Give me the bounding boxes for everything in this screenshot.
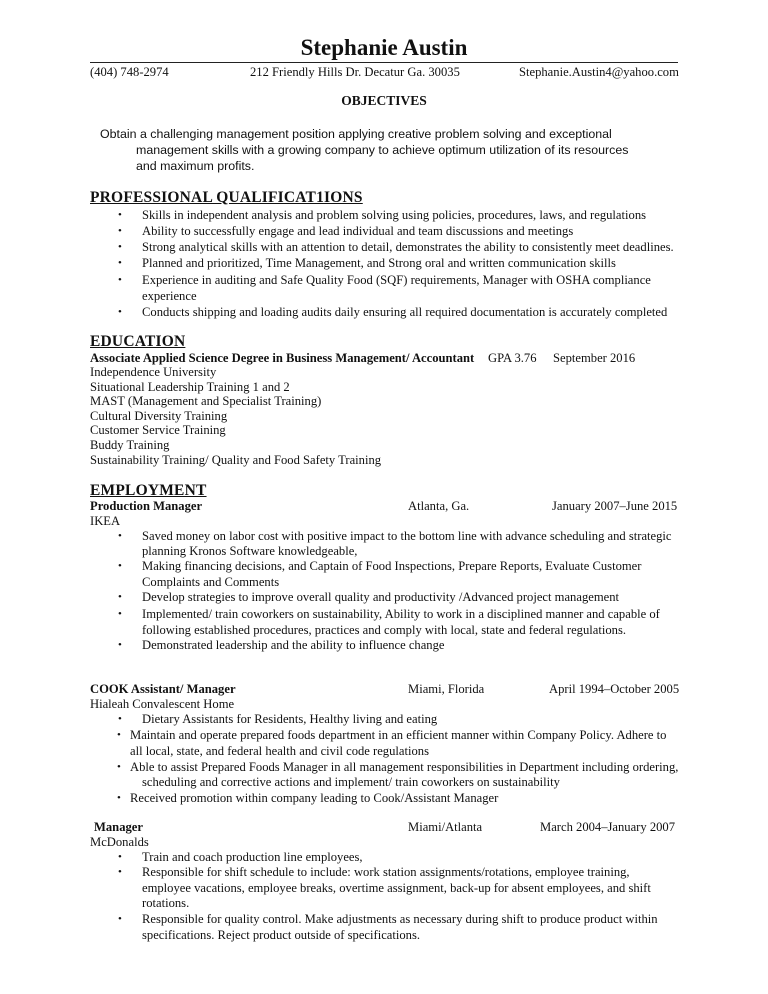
job-duty: Demonstrated leadership and the ability to influence change — [142, 638, 445, 652]
qualification-item: Conducts shipping and loading audits daily ensuring all required documentation is accurately completed — [142, 305, 668, 319]
job-title: Manager — [94, 820, 143, 834]
education-item: Buddy Training — [90, 438, 170, 452]
job-company: IKEA — [90, 514, 121, 528]
bullet-icon: • — [118, 306, 122, 318]
job-duty: Dietary Assistants for Residents, Healthy living and eating — [142, 712, 438, 726]
bullet-icon: • — [118, 591, 122, 603]
objective-line: Obtain a challenging management position applying creative problem solving and exceptional — [100, 127, 612, 141]
job-duty-continued: all local, state, and federal health and civil code regulations — [130, 744, 429, 758]
bullet-icon: • — [118, 713, 122, 725]
qualification-item: Experience in auditing and Safe Quality Food (SQF) requirements, Manager with OSHA compliance — [142, 273, 651, 287]
job-duty-continued: scheduling and corrective actions and implement/ train coworkers on sustainability — [142, 775, 560, 789]
email: Stephanie.Austin4@yahoo.com — [519, 65, 679, 79]
education-item: Independence University — [90, 365, 217, 379]
job-location: Atlanta, Ga. — [408, 499, 470, 513]
job-dates: March 2004–January 2007 — [540, 820, 676, 834]
job-duty: Responsible for quality control. Make adjustments as necessary during shift to produce product within — [142, 912, 658, 926]
qualification-item-continued: experience — [142, 289, 197, 303]
bullet-icon: • — [118, 913, 122, 925]
bullet-icon: • — [117, 729, 121, 741]
degree-date: September 2016 — [553, 351, 636, 365]
job-duty: Develop strategies to improve overall quality and productivity /Advanced project management — [142, 590, 620, 604]
job-duty: Received promotion within company leading to Cook/Assistant Manager — [130, 791, 499, 805]
degree-title: Associate Applied Science Degree in Business Management/ Accountant — [90, 351, 475, 365]
job-dates: January 2007–June 2015 — [552, 499, 678, 513]
header-divider — [90, 62, 678, 63]
employment-heading: EMPLOYMENT — [90, 482, 207, 499]
education-item: Sustainability Training/ Quality and Food Safety Training — [90, 453, 382, 467]
bullet-icon: • — [117, 792, 121, 804]
job-duty-continued: rotations. — [142, 896, 190, 910]
job-duty: Maintain and operate prepared foods department in an efficient manner within Company Policy. Adhere to — [130, 728, 667, 742]
gpa: GPA 3.76 — [488, 351, 537, 365]
job-duty: Able to assist Prepared Foods Manager in all management responsibilities in Department including ordering, — [130, 760, 679, 774]
objective-line: and maximum profits. — [136, 159, 255, 173]
qualification-item: Planned and prioritized, Time Management, and Strong oral and written communication skills — [142, 256, 616, 270]
bullet-icon: • — [118, 866, 122, 878]
education-item: Customer Service Training — [90, 423, 226, 437]
bullet-icon: • — [118, 851, 122, 863]
bullet-icon: • — [118, 530, 122, 542]
bullet-icon: • — [118, 257, 122, 269]
job-duty: Train and coach production line employees, — [142, 850, 363, 864]
job-company: Hialeah Convalescent Home — [90, 697, 235, 711]
job-duty: Saved money on labor cost with positive impact to the bottom line with advance scheduling and strategic — [142, 529, 672, 543]
education-heading: EDUCATION — [90, 333, 186, 350]
job-title: Production Manager — [90, 499, 203, 513]
objectives-heading: OBJECTIVES — [341, 93, 427, 108]
job-location: Miami/Atlanta — [408, 820, 483, 834]
address: 212 Friendly Hills Dr. Decatur Ga. 30035 — [250, 65, 460, 79]
education-item: Situational Leadership Training 1 and 2 — [90, 380, 290, 394]
qualification-item: Strong analytical skills with an attention to detail, demonstrates the ability to consistently meet deadlines. — [142, 240, 674, 254]
phone: (404) 748-2974 — [90, 65, 169, 79]
bullet-icon: • — [118, 639, 122, 651]
bullet-icon: • — [118, 225, 122, 237]
qualification-item: Skills in independent analysis and problem solving using policies, procedures, laws, and regulations — [142, 208, 647, 222]
job-title: COOK Assistant/ Manager — [90, 682, 236, 696]
bullet-icon: • — [118, 608, 122, 620]
education-item: MAST (Management and Specialist Training) — [90, 394, 322, 408]
bullet-icon: • — [118, 209, 122, 221]
job-duty-continued: employee vacations, employee breaks, overtime assignment, back-up for absent employees, and shift — [142, 881, 651, 895]
job-duty-continued: Complaints and Comments — [142, 575, 280, 589]
job-duty: Responsible for shift schedule to include: work station assignments/rotations, employee training, — [142, 865, 630, 879]
bullet-icon: • — [118, 241, 122, 253]
bullet-icon: • — [118, 274, 122, 286]
qualification-item: Ability to successfully engage and lead individual and team discussions and meetings — [142, 224, 574, 238]
job-location: Miami, Florida — [408, 682, 485, 696]
job-duty-continued: planning Kronos Software knowledgeable, — [142, 544, 358, 558]
job-duty: Making financing decisions, and Captain of Food Inspections, Prepare Reports, Evaluate Customer — [142, 559, 642, 573]
job-duty: Implemented/ train coworkers on sustainability, Ability to work in a disciplined manner and capable of — [142, 607, 660, 621]
job-duty-continued: following established procedures, practices and comply with local, state and federal regulations. — [142, 623, 626, 637]
objective-line: management skills with a growing company to achieve optimum utilization of its resources — [136, 143, 629, 157]
qualifications-heading: PROFESSIONAL QUALIFICAT1IONS — [90, 189, 363, 206]
resume-name: Stephanie Austin — [300, 35, 468, 60]
job-duty-continued: specifications. Reject product outside of specifications. — [142, 928, 421, 942]
job-company: McDonalds — [90, 835, 149, 849]
job-dates: April 1994–October 2005 — [549, 682, 680, 696]
bullet-icon: • — [118, 560, 122, 572]
bullet-icon: • — [117, 761, 121, 773]
education-item: Cultural Diversity Training — [90, 409, 228, 423]
